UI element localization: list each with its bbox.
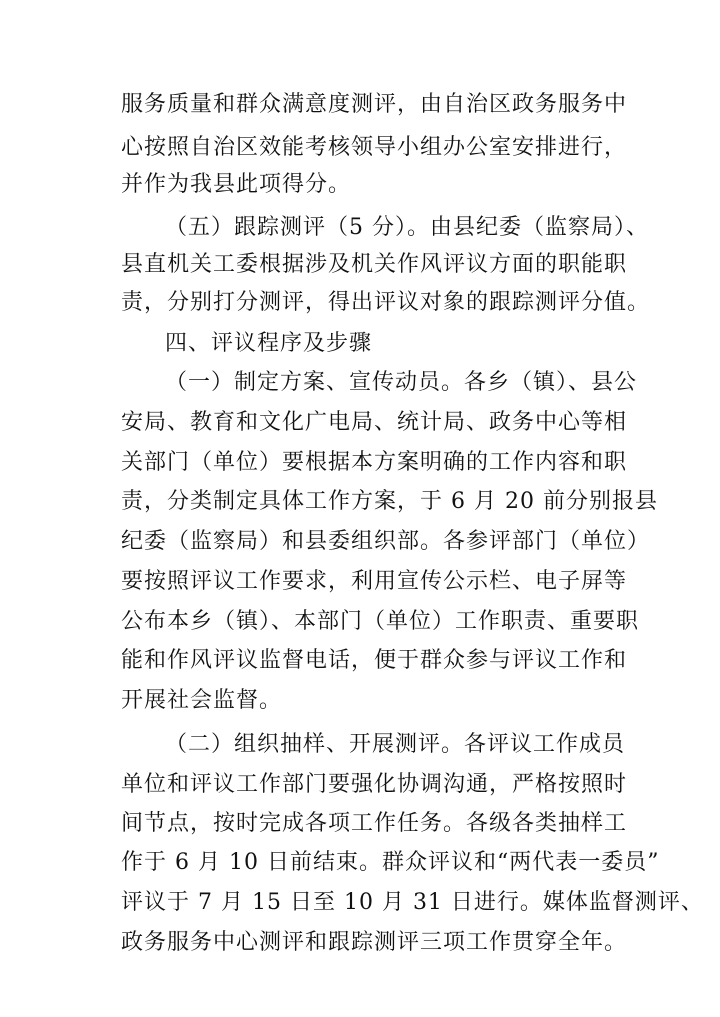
text-line: 责，分类制定具体工作方案，于 6 月 20 前分别报县: [121, 489, 658, 514]
text-line: （五）跟踪测评（5 分）。由县纪委（监察局）、: [165, 215, 649, 240]
text-line: 开展社会监督。: [121, 688, 283, 713]
text-line: 公布本乡（镇）、本部门（单位）工作职责、重要职: [121, 609, 640, 634]
text-line: 责，分别打分测评，得出评议对象的跟踪测评分值。: [121, 290, 651, 315]
text-line: 县直机关工委根据涉及机关作风评议方面的职能职: [121, 252, 628, 277]
text-line: 并作为我县此项得分。: [121, 172, 352, 197]
text-line: 要按照评议工作要求，利用宣传公示栏、电子屏等: [121, 569, 628, 594]
section-heading: 四、评议程序及步骤: [165, 331, 373, 356]
text-line: 心按照自治区效能考核领导小组办公室安排进行，: [121, 135, 628, 160]
text-line: 政务服务中心测评和跟踪测评三项工作贯穿全年。: [121, 930, 628, 955]
text-line: （一）制定方案、宣传动员。各乡（镇）、县公: [165, 370, 638, 395]
text-line: （二）组织抽样、开展测评。各评议工作成员: [165, 732, 626, 757]
text-line: 安局、教育和文化广电局、统计局、政务中心等相: [121, 410, 628, 435]
text-line: 纪委（监察局）和县委组织部。各参评部门（单位）: [121, 529, 651, 554]
text-line: 间节点，按时完成各项工作任务。各级各类抽样工: [121, 811, 628, 836]
text-line: 作于 6 月 10 日前结束。群众评议和“两代表一委员”: [121, 850, 660, 875]
text-line: 评议于 7 月 15 日至 10 月 31 日进行。媒体监督测评、: [121, 890, 704, 915]
text-line: 服务质量和群众满意度测评，由自治区政务服务中: [121, 92, 628, 117]
text-line: 单位和评议工作部门要强化协调沟通，严格按照时: [121, 772, 628, 797]
text-line: 关部门（单位）要根据本方案明确的工作内容和职: [121, 450, 628, 475]
text-line: 能和作风评议监督电话，便于群众参与评议工作和: [121, 648, 628, 673]
